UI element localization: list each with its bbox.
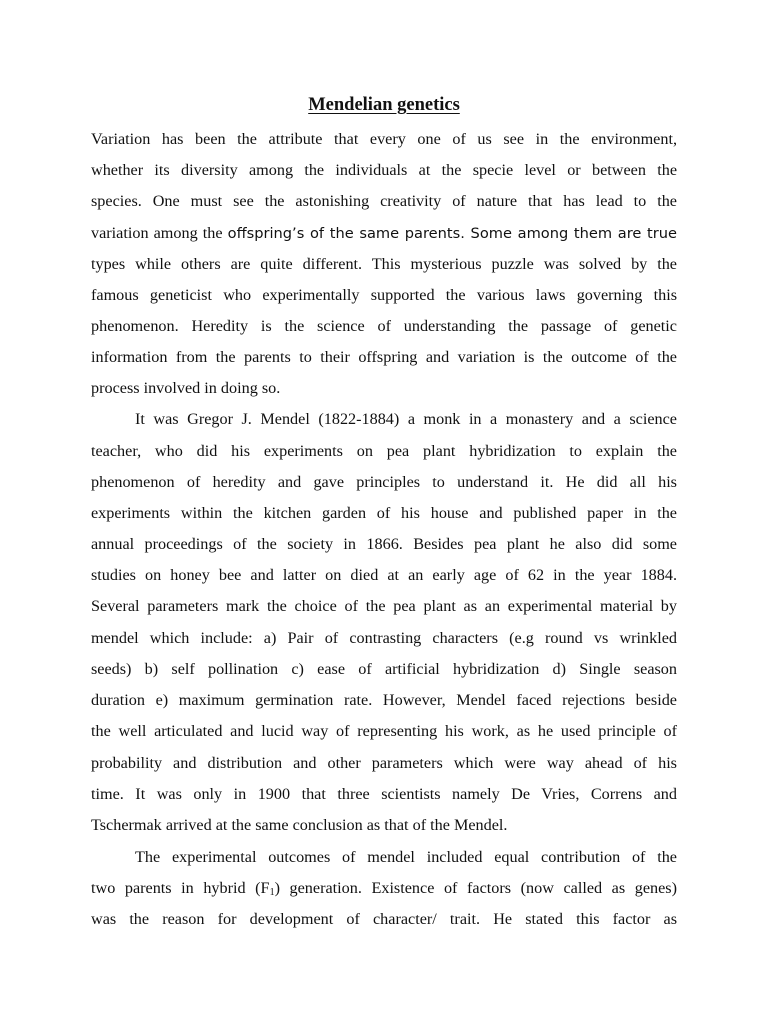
paragraph-line: phenomenon. Heredity is the science of understanding the passage of genetic bbox=[91, 317, 677, 335]
paragraph-line: species. One must see the astonishing creativity of nature that has lead to the bbox=[91, 192, 677, 210]
paragraph-line-sans: offspring’s of the same parents. Some among them are true bbox=[227, 225, 677, 242]
paragraph-line: famous geneticist who experimentally supported the various laws governing this bbox=[91, 286, 677, 304]
paragraph-line bbox=[91, 877, 677, 899]
paragraph-line: phenomenon of heredity and gave principles to understand it. He did all his bbox=[91, 473, 677, 491]
paragraph-line: whether its diversity among the individuals at the specie level or between the bbox=[91, 161, 677, 179]
paragraph-line: process involved in doing so. bbox=[91, 379, 281, 397]
paragraph-line-serif: variation among the bbox=[91, 224, 228, 242]
paragraph-line: experiments within the kitchen garden of his house and published paper in the bbox=[91, 504, 677, 522]
paragraph-line: types while others are quite different. This mysterious puzzle was solved by the bbox=[91, 255, 677, 273]
paragraph-line: Tschermak arrived at the same conclusion as that of the Mendel. bbox=[91, 816, 508, 834]
paragraph-line: seeds) b) self pollination c) ease of artificial hybridization d) Single season bbox=[91, 660, 677, 678]
paragraph-line: annual proceedings of the society in 1866. Besides pea plant he also did some bbox=[91, 535, 677, 553]
paragraph-line: Variation has been the attribute that every one of us see in the environment, bbox=[91, 130, 677, 148]
paragraph-line: The experimental outcomes of mendel included equal contribution of the bbox=[135, 848, 677, 866]
paragraph-line: mendel which include: a) Pair of contrasting characters (e.g round vs wrinkled bbox=[91, 629, 677, 647]
document-title: Mendelian genetics bbox=[308, 95, 460, 115]
paragraph-line: information from the parents to their offspring and variation is the outcome of the bbox=[91, 348, 677, 366]
subscript: 1 bbox=[269, 887, 275, 898]
text-before-subscript: two parents in hybrid (F bbox=[91, 879, 270, 897]
paragraph-line: time. It was only in 1900 that three scientists namely De Vries, Correns and bbox=[91, 785, 677, 803]
paragraph-line: duration e) maximum germination rate. However, Mendel faced rejections beside bbox=[91, 691, 677, 709]
paragraph-line: teacher, who did his experiments on pea plant hybridization to explain the bbox=[91, 442, 677, 460]
paragraph-line: studies on honey bee and latter on died at an early age of 62 in the year 1884. bbox=[91, 566, 677, 584]
text-after-subscript: ) generation. Existence of factors (now called as genes) bbox=[274, 879, 677, 897]
paragraph-line: the well articulated and lucid way of representing his work, as he used principle of bbox=[91, 722, 677, 740]
paragraph-line: probability and distribution and other parameters which were way ahead of his bbox=[91, 754, 677, 772]
paragraph-line: was the reason for development of character/ trait. He stated this factor as bbox=[91, 910, 677, 928]
paragraph-line bbox=[91, 222, 677, 244]
paragraph-line: It was Gregor J. Mendel (1822-1884) a monk in a monastery and a science bbox=[135, 410, 677, 428]
paragraph-line: Several parameters mark the choice of the pea plant as an experimental material by bbox=[91, 597, 677, 615]
